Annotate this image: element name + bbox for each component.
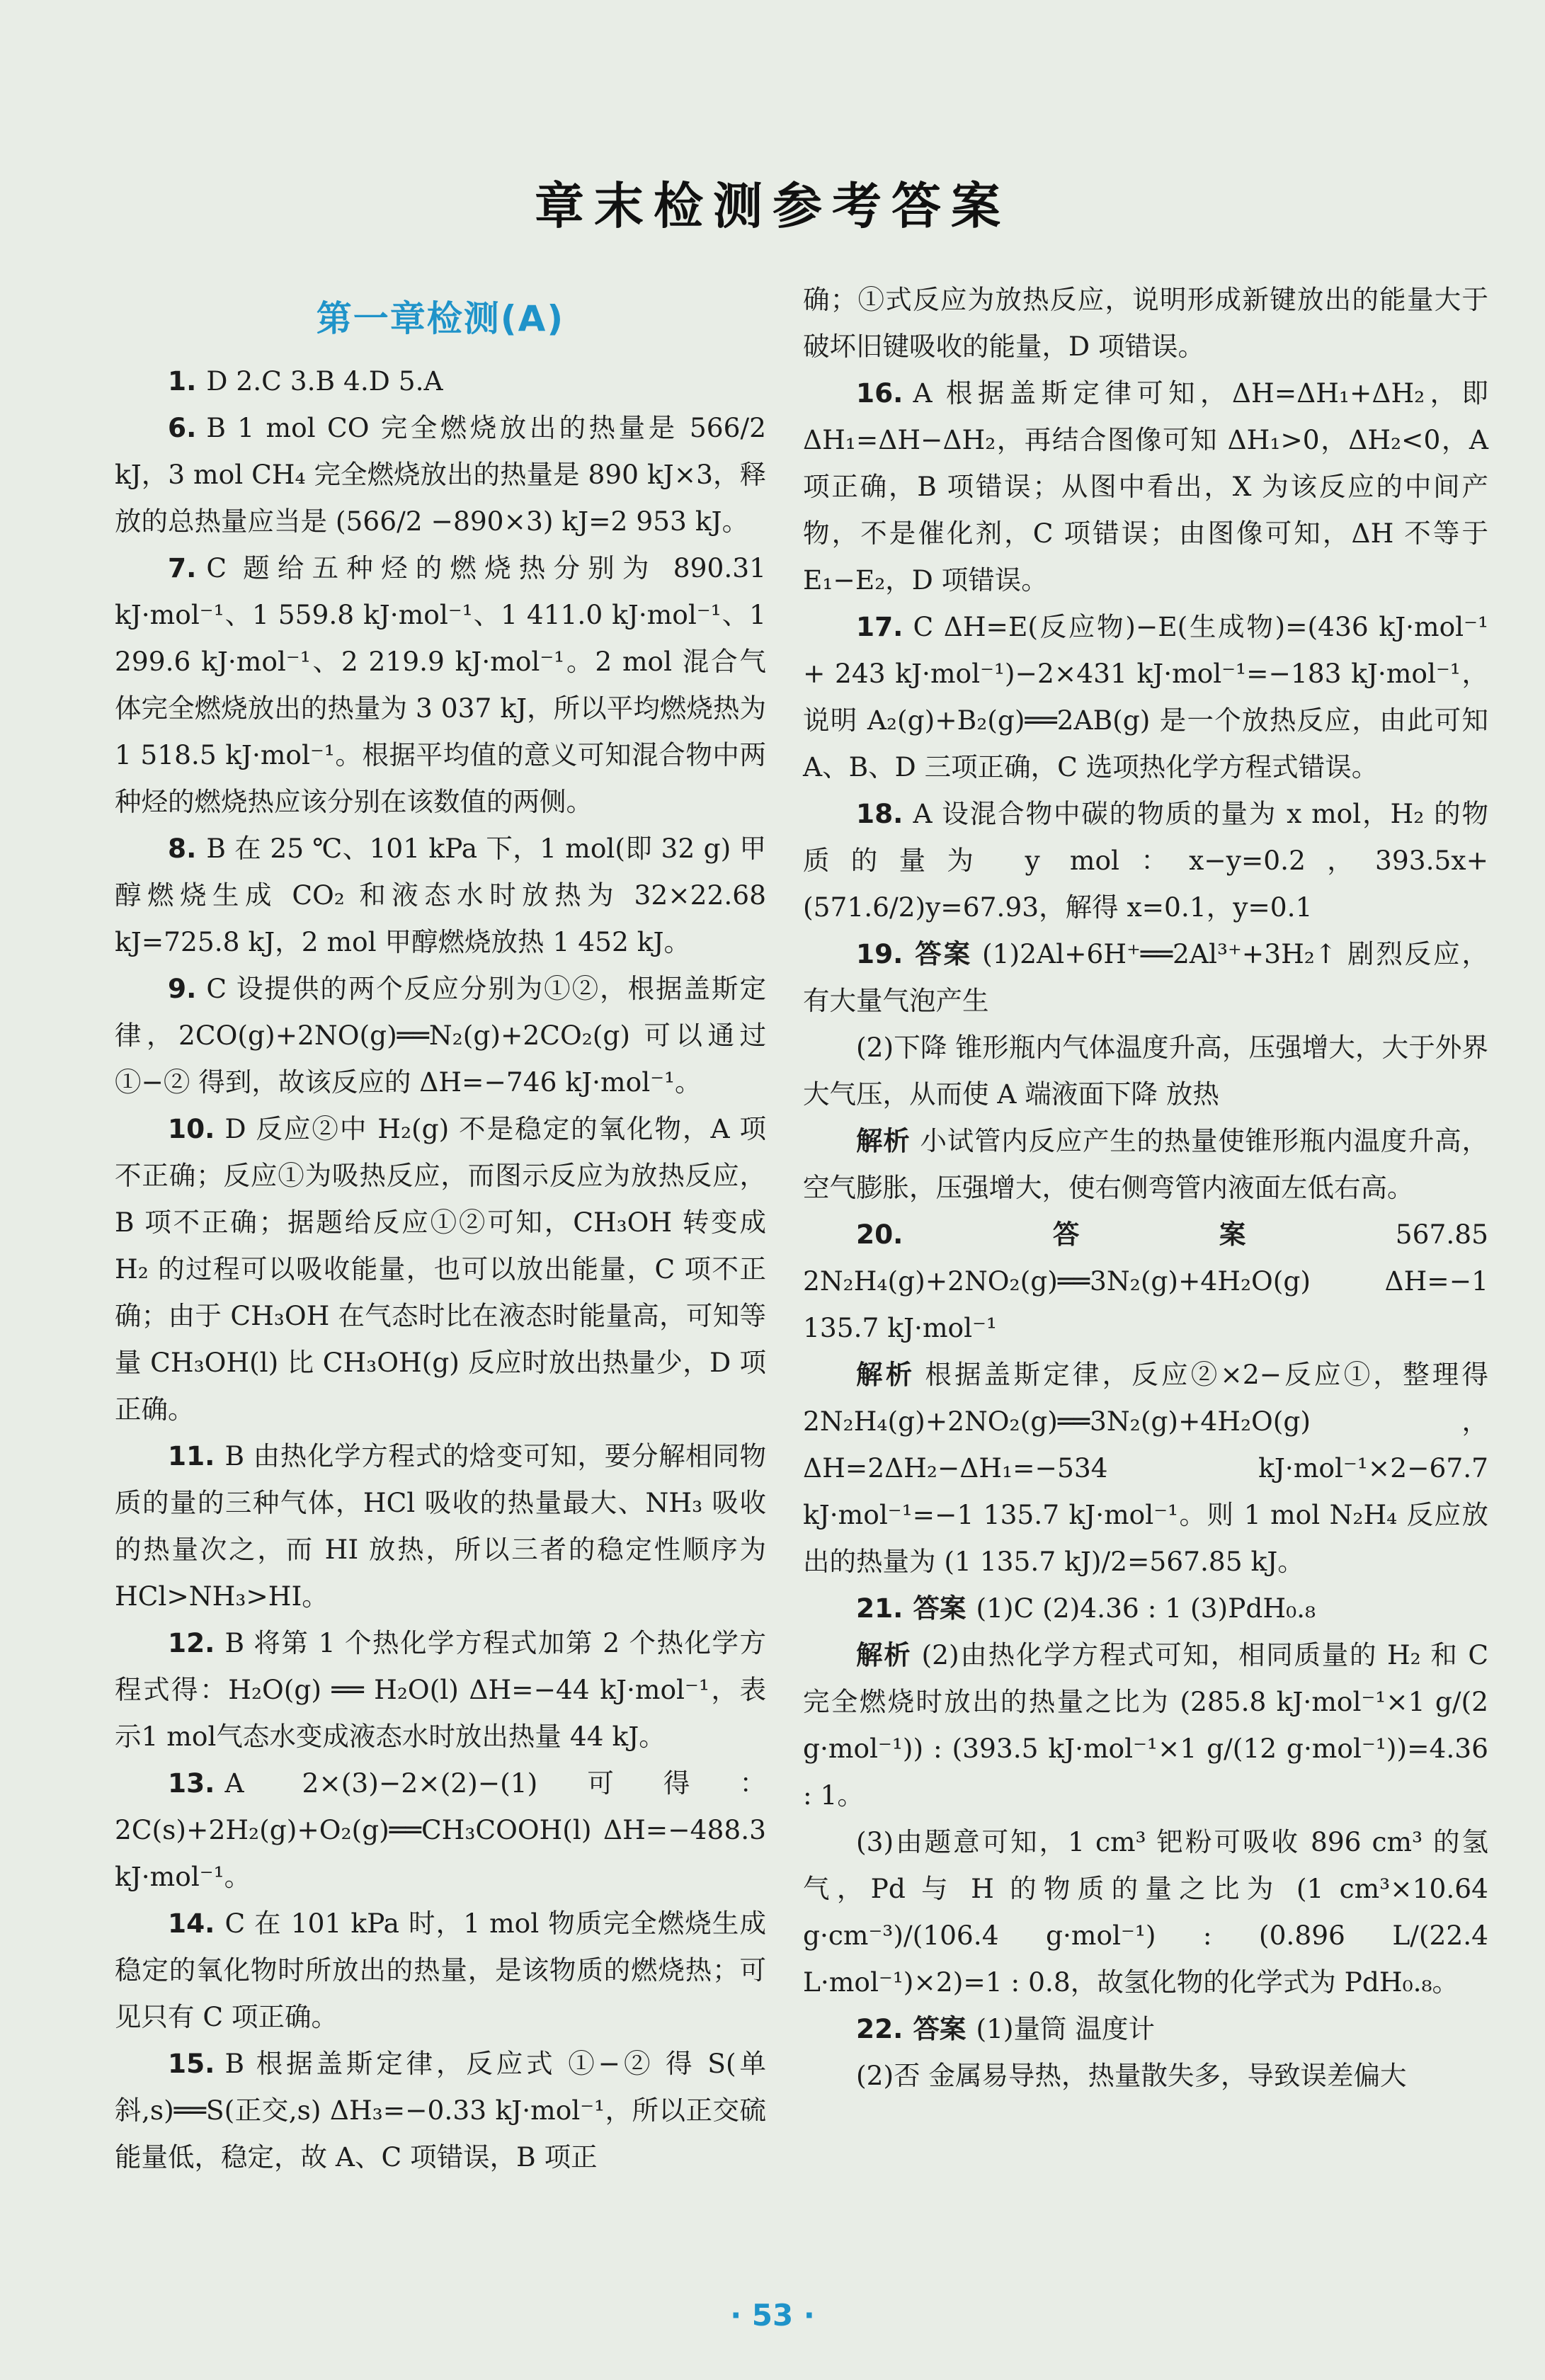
answer-number: 11. (168, 1440, 215, 1471)
right-answer-list (803, 276, 1488, 2099)
answer-number: 8. (168, 833, 197, 864)
answer-number: 17. (856, 611, 903, 642)
answer-item (803, 1632, 1488, 1818)
answer-item (803, 930, 1488, 1024)
answer-item (803, 1117, 1488, 1211)
page-title: 章末检测参考答案 (535, 177, 1010, 235)
answer-number: 18. (856, 798, 903, 829)
answer-number: 15. (168, 2048, 215, 2079)
left-answer-list (115, 358, 766, 2180)
answer-text: A 2×(3)−2×(2)−(1)可得：2C(s)+2H₂(g)+O₂(g)══CH₃COOH(l) ΔH=−488.3 kJ·mol⁻¹。 (115, 1767, 766, 1892)
answer-text: C 设提供的两个反应分别为①②，根据盖斯定律，2CO(g)+2NO(g)══N₂(g)+2CO₂(g) 可以通过 ①−② 得到，故该反应的 ΔH=−746 kJ·mol⁻¹。 (115, 973, 766, 1098)
answer-text: D 反应②中 H₂(g) 不是稳定的氧化物，A 项不正确；反应①为吸热反应，而图示反应为放热反应，B 项不正确；据题给反应①②可知，CH₃OH 转变成 H₂ 的过程可以吸收能量，也可以放出能量，C 项不正确；由于 CH₃OH 在气态时比在液态时能量高，可知等量 CH₃OH(l) 比 CH₃OH(g) 反应时放出热量少，D 项正确。 (115, 1113, 766, 1425)
answer-number: 22. (856, 2013, 903, 2044)
answer-label: 答案 (913, 1219, 1386, 1250)
answer-text: (2)下降 锥形瓶内气体温度升高，压强增大，大于外界大气压，从而使 A 端液面下降 放热 (803, 1032, 1488, 1110)
answer-item (115, 404, 766, 545)
answer-text: 确；①式反应为放热反应，说明形成新键放出的能量大于破坏旧键吸收的能量，D 项错误。 (803, 284, 1488, 362)
answer-text: 根据盖斯定律，反应②×2−反应①，整理得 2N₂H₄(g)+2NO₂(g)══3N₂(g)+4H₂O(g)，ΔH=2ΔH₂−ΔH₁=−534 kJ·mol⁻¹×2−67.7 kJ·mol⁻¹=−1 135.7 kJ·mol⁻¹。则 1 mol N₂H₄ 反应放出的热量为 (1 135.7 kJ)/2=567.85 kJ。 (803, 1359, 1489, 1577)
answer-label: 解析 (856, 1639, 912, 1670)
answer-item (115, 1760, 766, 1900)
answer-item (803, 1211, 1488, 1351)
right-column (803, 276, 1488, 2099)
answer-item (115, 545, 766, 825)
answer-item (115, 965, 766, 1105)
answer-item (115, 358, 766, 404)
answer-item (115, 1900, 766, 2040)
answer-text: 小试管内反应产生的热量使锥形瓶内温度升高，空气膨胀，压强增大，使右侧弯管内液面左低右高。 (803, 1125, 1488, 1203)
answer-text: D 2.C 3.B 4.D 5.A (206, 365, 443, 397)
answer-item (115, 825, 766, 965)
answer-text: C ΔH=E(反应物)−E(生成物)=(436 kJ·mol⁻¹ + 243 kJ·mol⁻¹)−2×431 kJ·mol⁻¹=−183 kJ·mol⁻¹，说明 A₂(g)+B₂(g)══2AB(g) 是一个放热反应，由此可知 A、B、D 三项正确，C 选项热化学方程式错误。 (803, 611, 1488, 782)
answer-text: B 由热化学方程式的焓变可知，要分解相同物质的量的三种气体，HCl 吸收的热量最大、NH₃ 吸收的热量次之，而 HI 放热，所以三者的稳定性顺序为 HCl>NH₃>HI。 (115, 1440, 766, 1612)
answer-item (115, 2040, 766, 2180)
answer-text: B 1 mol CO 完全燃烧放出的热量是 566/2 kJ，3 mol CH₄ 完全燃烧放出的热量是 890 kJ×3，释放的总热量应当是 (566/2 −890×3) kJ=2 953 kJ。 (115, 412, 766, 537)
answer-number: 10. (168, 1113, 215, 1144)
section-title: 第一章检测(A) (316, 298, 565, 339)
answer-text: B 在 25 ℃、101 kPa 下，1 mol(即 32 g) 甲醇燃烧生成 CO₂ 和液态水时放热为 32×22.68 kJ=725.8 kJ，2 mol 甲醇燃烧放热 1 452 kJ。 (115, 833, 766, 957)
answer-label: 解析 (856, 1125, 911, 1156)
answer-item (115, 1105, 766, 1433)
answer-text: B 将第 1 个热化学方程式加第 2 个热化学方程式得：H₂O(g) ══ H₂O(l) ΔH=−44 kJ·mol⁻¹，表示1 mol气态水变成液态水时放出热量 44 kJ。 (115, 1627, 766, 1752)
answer-text: A 设混合物中碳的物质的量为 x mol，H₂ 的物质的量为 y mol：x−y=0.2，393.5x+(571.6/2)y=67.93，解得 x=0.1，y=0.1 (803, 798, 1488, 923)
answer-item (803, 1024, 1488, 1117)
answer-label: 答案 (913, 938, 973, 969)
answer-text: C 题给五种烃的燃烧热分别为 890.31 kJ·mol⁻¹、1 559.8 kJ·mol⁻¹、1 411.0 kJ·mol⁻¹、1 299.6 kJ·mol⁻¹、2 219.9 kJ·mol⁻¹。2 mol 混合气体完全燃烧放出的热量为 3 037 kJ，所以平均燃烧热为 1 518.5 kJ·mol⁻¹。根据平均值的意义可知混合物中两种烃的燃烧热应该分别在该数值的两侧。 (115, 552, 766, 817)
answer-text: 567.85 2N₂H₄(g)+2NO₂(g)══3N₂(g)+4H₂O(g) ΔH=−1 135.7 kJ·mol⁻¹ (803, 1219, 1488, 1343)
answer-item (803, 1585, 1488, 1632)
answer-text: (3)由题意可知，1 cm³ 钯粉可吸收 896 cm³ 的氢气，Pd 与 H 的物质的量之比为 (1 cm³×10.64 g·cm⁻³)/(106.4 g·mol⁻¹) : (0.896 L/(22.4 L·mol⁻¹)×2)=1 : 0.8，故氢化物的化学式为 PdH₀.₈。 (803, 1826, 1488, 1998)
answer-number: 1. (168, 365, 197, 397)
answer-item (803, 276, 1488, 370)
answer-number: 20. (856, 1219, 903, 1250)
answer-text: (2)否 金属易导热，热量散失多，导致误差偏大 (856, 2060, 1407, 2091)
answer-text: C 在 101 kPa 时，1 mol 物质完全燃烧生成稳定的氧化物时所放出的热量，是该物质的燃烧热；可见只有 C 项正确。 (115, 1908, 766, 2032)
answer-item (115, 1619, 766, 1760)
answer-text: B 根据盖斯定律，反应式 ①−② 得 S(单斜,s)══S(正交,s) ΔH₃=−0.33 kJ·mol⁻¹，所以正交硫能量低，稳定，故 A、C 项错误，B 项正 (115, 2048, 766, 2173)
answer-item (803, 603, 1488, 790)
answer-label: 答案 (913, 2013, 967, 2044)
page-number: · 53 · (730, 2298, 815, 2333)
answer-number: 6. (168, 412, 197, 443)
answer-text: (2)由热化学方程式可知，相同质量的 H₂ 和 C 完全燃烧时放出的热量之比为 (285.8 kJ·mol⁻¹×1 g/(2 g·mol⁻¹)) : (393.5 kJ·mol⁻¹×1 g/(12 g·mol⁻¹))=4.36 : 1。 (803, 1639, 1489, 1811)
answer-item (803, 2052, 1488, 2099)
left-column (115, 287, 766, 2180)
answer-number: 7. (168, 552, 197, 583)
answer-item (803, 1351, 1488, 1585)
answer-label: 答案 (913, 1593, 967, 1624)
answer-number: 9. (168, 973, 197, 1004)
answer-text: (1)C (2)4.36 : 1 (3)PdH₀.₈ (976, 1593, 1316, 1624)
answer-text: (1)2Al+6H⁺══2Al³⁺+3H₂↑ 剧烈反应，有大量气泡产生 (803, 938, 1488, 1016)
answer-number: 14. (168, 1908, 215, 1939)
answer-item (115, 1433, 766, 1619)
answer-item (803, 370, 1488, 603)
answer-item (803, 2005, 1488, 2052)
answer-number: 12. (168, 1627, 215, 1658)
answer-number: 19. (856, 938, 903, 969)
answer-item (803, 790, 1488, 930)
answer-label: 解析 (856, 1359, 916, 1390)
answer-number: 21. (856, 1593, 903, 1624)
answer-number: 13. (168, 1767, 215, 1799)
answer-number: 16. (856, 377, 903, 409)
answer-item (803, 1818, 1488, 2005)
answer-text: A 根据盖斯定律可知，ΔH=ΔH₁+ΔH₂，即 ΔH₁=ΔH−ΔH₂，再结合图像可知 ΔH₁>0，ΔH₂<0，A 项正确，B 项错误；从图中看出，X 为该反应的中间产物，不是催化剂，C 项错误；由图像可知，ΔH 不等于 E₁−E₂，D 项错误。 (803, 377, 1488, 596)
answer-text: (1)量筒 温度计 (976, 2013, 1155, 2044)
